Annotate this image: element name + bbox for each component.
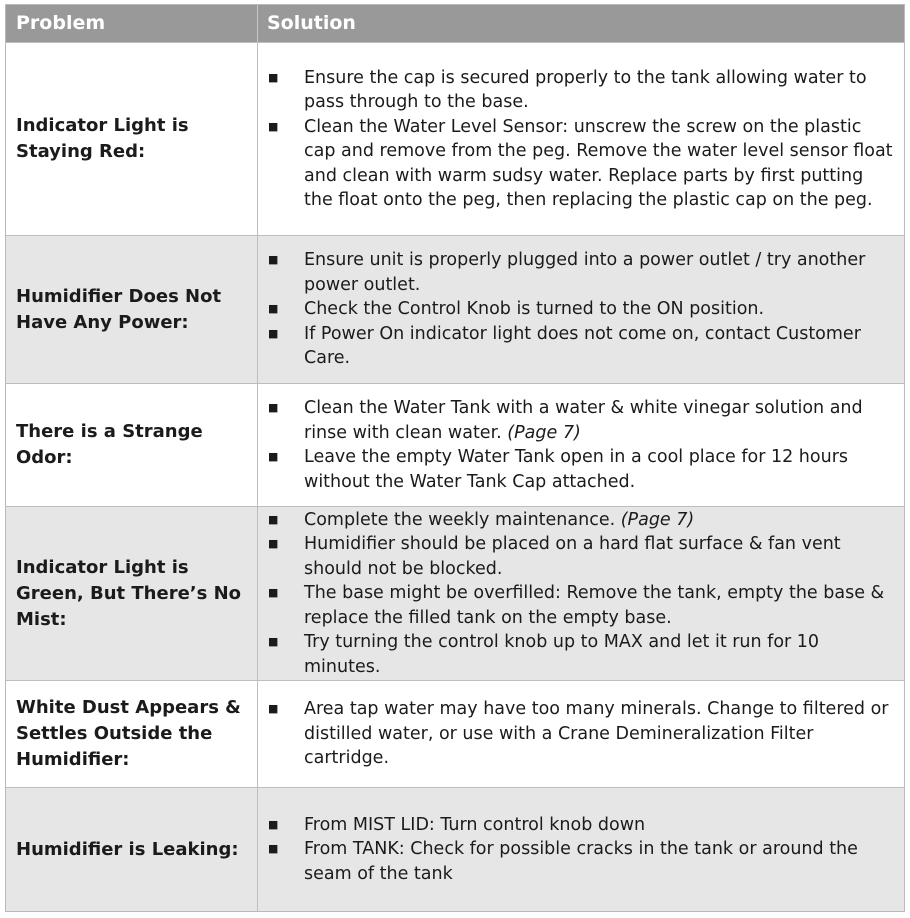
bullet-square-icon: ■ [268,450,279,463]
table-header [6,5,904,42]
solution-item [268,813,894,838]
problem-text: There is a Strange Odor: [16,421,203,468]
table-row [6,787,904,911]
bullet-square-icon: ■ [268,70,279,84]
solution-item [268,297,894,322]
solution-cell [268,507,894,680]
bullet-square-icon: ■ [268,586,279,600]
problem-cell [16,681,248,787]
solution-text: Ensure unit is properly plugged into a power outlet / try another power outlet. [304,250,866,295]
problem-cell [16,236,248,383]
problem-text: Indicator Light is Staying Red: [16,115,189,162]
solution-text: Clean the Water Level Sensor: unscrew the screw on the plastic cap and remove from the peg. Remove the water level sensor float and clean with warm sudsy water. Replace parts by first putting the float onto the peg, then replacing the plastic cap on the peg. [304,116,893,210]
bullet-square-icon: ■ [268,512,279,526]
table-row [6,680,904,787]
problem-cell [16,507,248,680]
solution-text: Area tap water may have too many minerals. Change to filtered or distilled water, or use with a Crane Demineralization Filter cartridge. [304,699,889,769]
solution-text: If Power On indicator light does not come on, contact Customer Care. [304,323,861,369]
solution-item [268,508,894,533]
solution-cell [268,236,894,383]
solution-cell [268,43,894,235]
bullet-square-icon: ■ [268,119,279,133]
solution-item [268,115,894,213]
solution-item [268,630,894,679]
header-solution: Solution [267,12,356,34]
problem-text: Humidifier is Leaking: [16,838,239,860]
solution-cell [268,788,894,911]
bullet-square-icon: ■ [268,635,279,649]
problem-text: Humidifier Does Not Have Any Power: [16,285,222,333]
table-row [6,235,904,383]
column-divider [257,788,258,911]
solution-list [268,66,894,213]
column-divider [257,507,258,680]
solution-item [268,697,894,771]
column-divider [257,681,258,787]
bullet-square-icon: ■ [268,401,279,414]
solution-text: Clean the Water Tank with a water & white vinegar solution and rinse with clean water. [304,398,863,443]
solution-cell [268,384,894,506]
solution-list [268,813,894,887]
table-row [6,42,904,235]
troubleshooting-table [5,4,905,912]
bullet-square-icon: ■ [268,326,279,340]
page-reference: (Page 7) [507,422,581,443]
solution-list [268,248,894,371]
solution-text: Leave the empty Water Tank open in a cool place for 12 hours without the Water Tank Cap attached. [304,447,849,492]
solution-item [268,322,894,371]
solution-text: Complete the weekly maintenance. [304,509,621,530]
header-divider [257,5,258,42]
problem-text: Indicator Light is Green, But There’s No Mist: [16,556,242,630]
solution-item [268,248,894,297]
solution-item [268,532,894,581]
problem-text: White Dust Appears & Settles Outside the Humidifier: [16,697,241,770]
column-divider [257,236,258,383]
solution-text: Check the Control Knob is turned to the ON position. [304,299,765,320]
table-row [6,506,904,680]
solution-item [268,66,894,115]
solution-item [268,581,894,630]
bullet-square-icon: ■ [268,817,279,831]
solution-text: Humidifier should be placed on a hard flat surface & fan vent should not be blocked. [304,534,841,579]
bullet-square-icon: ■ [268,842,279,856]
solution-item [268,445,894,494]
bullet-square-icon: ■ [268,253,279,267]
column-divider [257,384,258,506]
problem-cell [16,384,248,506]
solution-text: Try turning the control knob up to MAX and let it run for 10 minutes. [304,632,820,677]
table-row [6,383,904,506]
bullet-square-icon: ■ [268,702,279,716]
bullet-square-icon: ■ [268,302,279,316]
bullet-square-icon: ■ [268,537,279,551]
solution-list [268,508,894,680]
solution-text: The base might be overfilled: Remove the tank, empty the base & replace the filled tank on the empty base. [304,583,885,628]
solution-cell [268,681,894,787]
header-problem: Problem [16,12,106,34]
page-reference: (Page 7) [620,509,695,530]
problem-cell [16,788,248,911]
solution-text: From TANK: Check for possible cracks in the tank or around the seam of the tank [304,839,858,884]
solution-list [268,697,894,771]
solution-text: Ensure the cap is secured properly to the tank allowing water to pass through to the base. [304,67,867,112]
solution-text: From MIST LID: Turn control knob down [304,814,646,835]
solution-item [268,396,894,445]
solution-item [268,837,894,886]
problem-cell [16,43,248,235]
solution-list [268,396,894,494]
column-divider [257,43,258,235]
